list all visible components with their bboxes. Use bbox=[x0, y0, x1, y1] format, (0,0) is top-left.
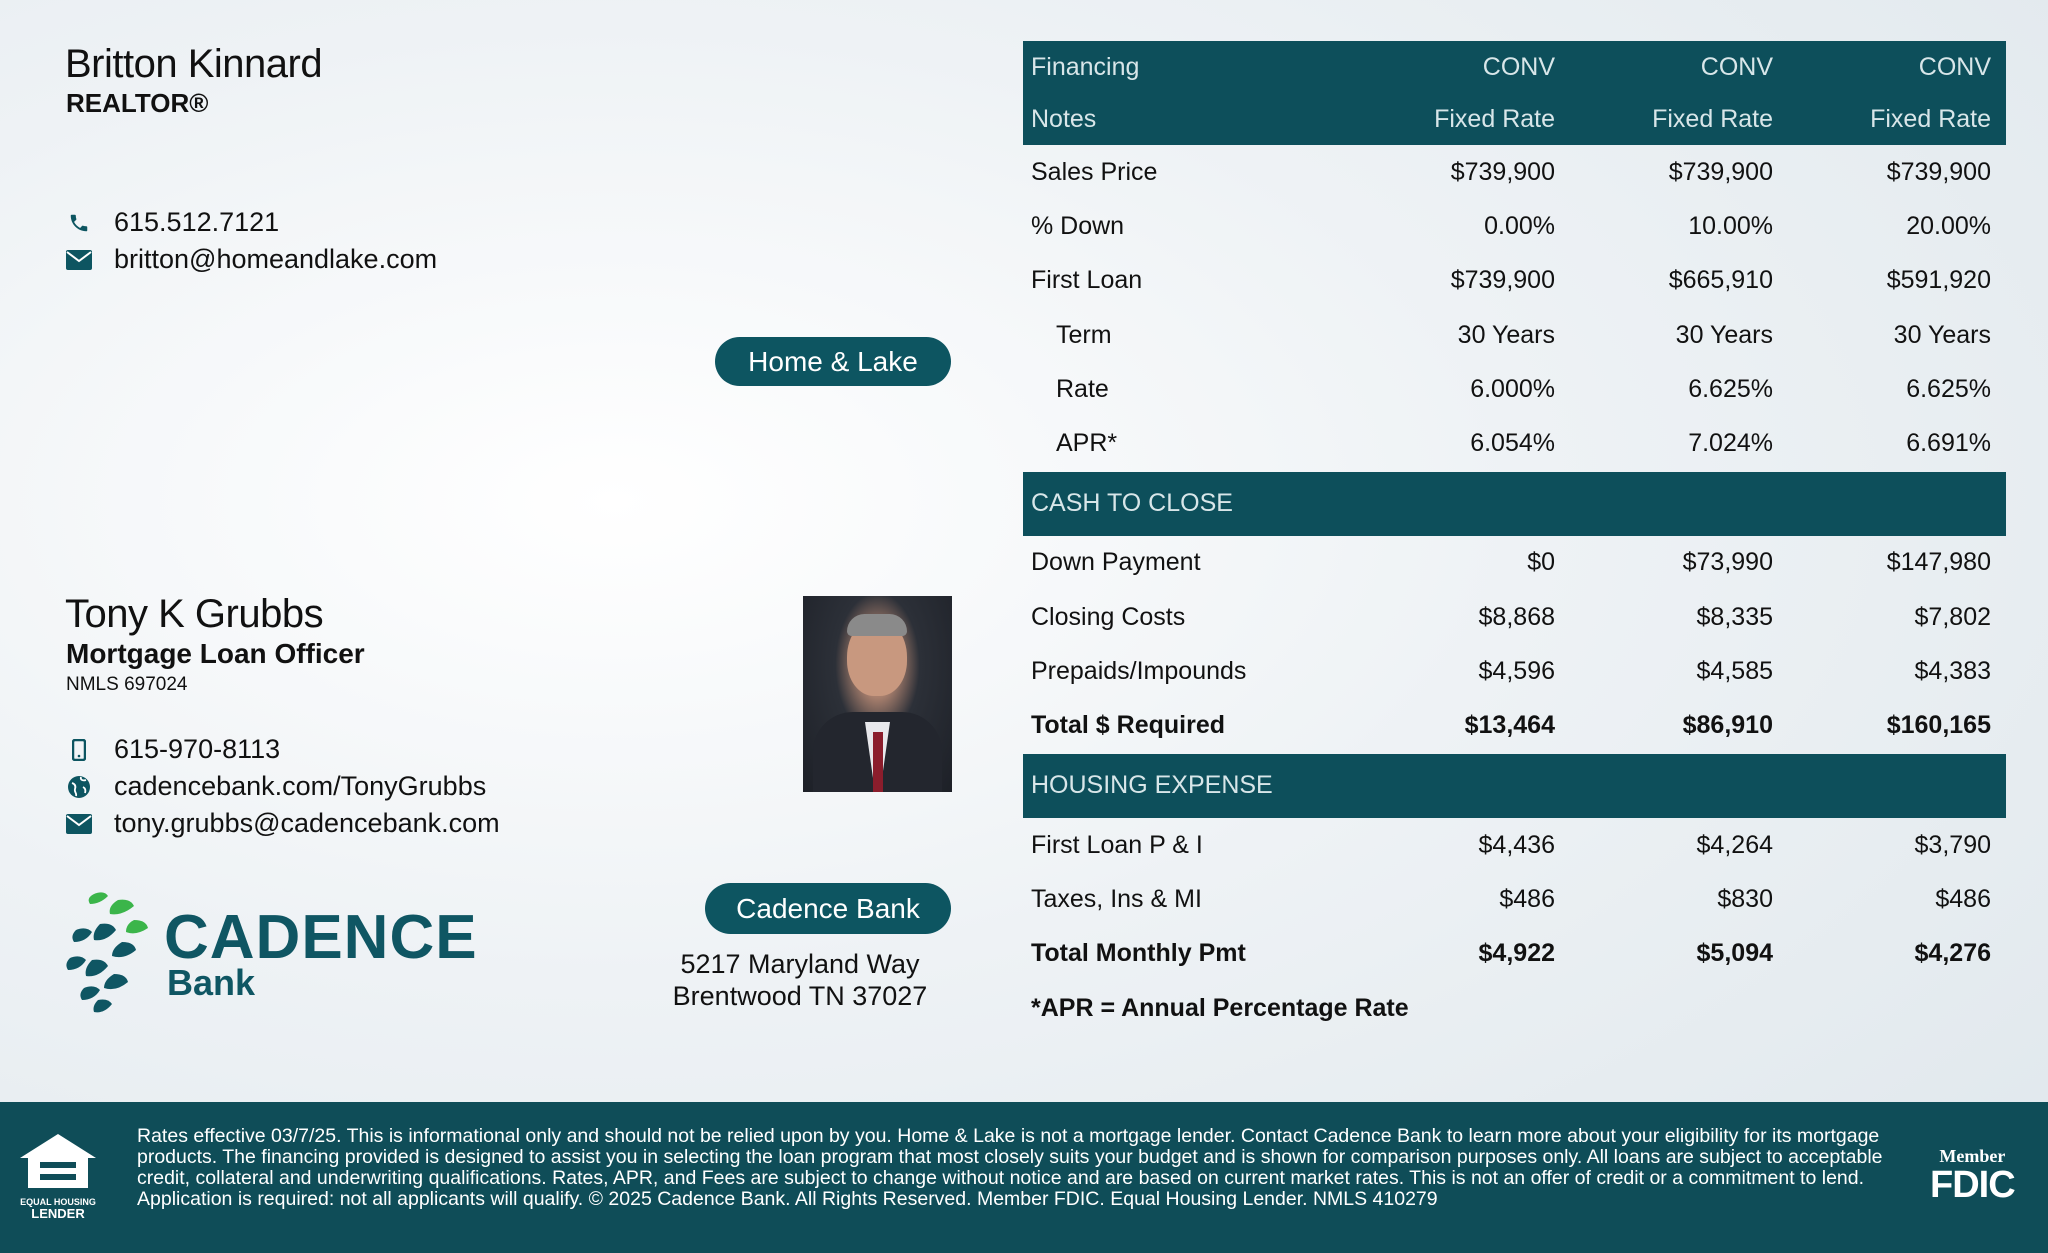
row-value: $4,585 bbox=[1696, 657, 1773, 686]
row-label: First Loan P & I bbox=[1031, 830, 1203, 859]
row-value: 30 Years bbox=[1893, 320, 1991, 349]
row-label: Closing Costs bbox=[1031, 602, 1186, 631]
row-value: $86,910 bbox=[1682, 711, 1773, 740]
agent-email: britton@homeandlake.com bbox=[114, 244, 438, 274]
table-row bbox=[1023, 590, 2006, 644]
row-value: 6.000% bbox=[1470, 374, 1555, 403]
table-header-row-1 bbox=[1023, 41, 2006, 93]
fdic-logo bbox=[1930, 1146, 2015, 1206]
loan-officer-title: Mortgage Loan Officer bbox=[66, 638, 365, 669]
row-label: Rate bbox=[1056, 374, 1109, 403]
section-header-cash-to-close bbox=[1023, 472, 2006, 536]
row-value: 30 Years bbox=[1457, 320, 1555, 349]
cadence-bank-button[interactable]: Cadence Bank bbox=[705, 883, 951, 934]
lender-address bbox=[640, 948, 960, 1012]
phone-icon bbox=[66, 210, 92, 236]
fdic-member-label: Member bbox=[1939, 1146, 2006, 1166]
table-row bbox=[1023, 254, 2006, 308]
row-value: 6.625% bbox=[1688, 374, 1773, 403]
row-value: 0.00% bbox=[1484, 211, 1555, 240]
apr-footnote: *APR = Annual Percentage Rate bbox=[1031, 994, 1409, 1022]
row-value: $739,900 bbox=[1450, 157, 1555, 186]
table-row-total bbox=[1023, 927, 2006, 981]
header-cell: Fixed Rate bbox=[1870, 104, 1991, 133]
row-value: $5,094 bbox=[1696, 939, 1773, 968]
globe-icon bbox=[66, 774, 92, 800]
table-header-row-2 bbox=[1023, 93, 2006, 145]
header-cell: Notes bbox=[1031, 104, 1097, 133]
row-label: Total Monthly Pmt bbox=[1031, 939, 1246, 968]
loan-officer-name: Tony K Grubbs bbox=[65, 592, 324, 636]
header-cell: Financing bbox=[1031, 52, 1140, 81]
row-value: $8,868 bbox=[1478, 602, 1555, 631]
table-row bbox=[1023, 818, 2006, 872]
address-line-1: 5217 Maryland Way bbox=[680, 949, 920, 979]
row-label: Total $ Required bbox=[1031, 711, 1226, 740]
row-value: $665,910 bbox=[1668, 266, 1773, 295]
row-value: 6.691% bbox=[1906, 429, 1991, 458]
row-value: 30 Years bbox=[1675, 320, 1773, 349]
loan-officer-nmls: NMLS 697024 bbox=[66, 674, 188, 695]
row-value: $160,165 bbox=[1886, 711, 1991, 740]
row-value: $486 bbox=[1935, 884, 1991, 913]
section-header-housing-expense bbox=[1023, 754, 2006, 818]
cadence-logo-text: CADENCE bbox=[164, 903, 478, 972]
cadence-logo-mark bbox=[64, 890, 154, 1019]
lo-email-row[interactable] bbox=[66, 808, 500, 839]
table-row bbox=[1023, 644, 2006, 698]
agent-email-row[interactable] bbox=[66, 244, 437, 275]
row-value: $739,900 bbox=[1668, 157, 1773, 186]
home-and-lake-button[interactable]: Home & Lake bbox=[715, 337, 951, 386]
header-cell: Fixed Rate bbox=[1652, 104, 1773, 133]
row-value: $739,900 bbox=[1450, 266, 1555, 295]
table-row bbox=[1023, 536, 2006, 590]
agent-phone-row[interactable] bbox=[66, 207, 279, 238]
row-label: Down Payment bbox=[1031, 548, 1201, 577]
mobile-phone-icon bbox=[66, 737, 92, 763]
footer-bar bbox=[0, 1102, 2048, 1253]
table-row-total bbox=[1023, 699, 2006, 753]
row-value: 6.054% bbox=[1470, 429, 1555, 458]
section-title: CASH TO CLOSE bbox=[1031, 489, 1233, 518]
row-value: $739,900 bbox=[1886, 157, 1991, 186]
row-value: $4,276 bbox=[1914, 939, 1991, 968]
ehl-line-1: EQUAL HOUSING bbox=[20, 1197, 96, 1207]
row-value: $830 bbox=[1717, 884, 1773, 913]
disclaimer-text: Rates effective 03/7/25. This is informational only and should not be relied upon by you. Home & Lake is not a mortgage lender. Contact Cadence Bank to learn more about your eligibility for its mortgage products. The financing provided is designed to assist you in selecting the loan program that most closely suits your budget and is shown for comparison purposes only. All loans are subject to acceptable credit, collateral and underwriting qualifications. Rates, APR, and Fees are subject to change without notice and are based on current market rates. This is not an offer of credit or a commitment to lend. Application is required: not all applicants will qualify. © 2025 Cadence Bank. All Rights Reserved. Member FDIC. Equal Housing Lender. NMLS 410279 bbox=[137, 1125, 1883, 1210]
address-line-2: Brentwood TN 37027 bbox=[672, 981, 928, 1011]
row-value: $13,464 bbox=[1464, 711, 1555, 740]
row-value: $73,990 bbox=[1682, 548, 1773, 577]
row-value: 7.024% bbox=[1688, 429, 1773, 458]
agent-title: REALTOR® bbox=[66, 88, 209, 118]
table-row bbox=[1023, 416, 2006, 470]
lo-website-row[interactable] bbox=[66, 771, 486, 802]
header-cell: Fixed Rate bbox=[1434, 104, 1555, 133]
row-value: $4,264 bbox=[1696, 830, 1773, 859]
row-value: 20.00% bbox=[1906, 211, 1991, 240]
lo-email: tony.grubbs@cadencebank.com bbox=[114, 808, 500, 838]
header-cell: CONV bbox=[1918, 52, 1991, 81]
row-value: $4,383 bbox=[1914, 657, 1991, 686]
row-value: $3,790 bbox=[1914, 830, 1991, 859]
row-value: $4,596 bbox=[1478, 657, 1555, 686]
loan-officer-photo bbox=[803, 596, 952, 792]
row-value: $4,922 bbox=[1478, 939, 1555, 968]
row-label: Taxes, Ins & MI bbox=[1031, 884, 1202, 913]
row-value: $147,980 bbox=[1886, 548, 1991, 577]
header-cell: CONV bbox=[1482, 52, 1555, 81]
row-label: APR* bbox=[1056, 429, 1118, 458]
lo-website: cadencebank.com/TonyGrubbs bbox=[114, 771, 487, 801]
header-cell: CONV bbox=[1700, 52, 1773, 81]
table-row bbox=[1023, 199, 2006, 253]
agent-phone: 615.512.7121 bbox=[114, 207, 280, 237]
row-label: First Loan bbox=[1031, 266, 1143, 295]
house-icon bbox=[16, 1132, 100, 1192]
ehl-line-2: LENDER bbox=[31, 1206, 85, 1221]
row-value: $591,920 bbox=[1886, 266, 1991, 295]
lo-phone: 615-970-8113 bbox=[114, 734, 281, 764]
row-value: $4,436 bbox=[1478, 830, 1555, 859]
cadence-logo-sub: Bank bbox=[167, 962, 256, 1003]
table-row bbox=[1023, 362, 2006, 416]
envelope-icon bbox=[66, 247, 92, 273]
row-label: % Down bbox=[1031, 211, 1125, 240]
financing-table bbox=[1023, 41, 2006, 981]
row-value: 6.625% bbox=[1906, 374, 1991, 403]
table-row bbox=[1023, 145, 2006, 199]
table-row bbox=[1023, 872, 2006, 926]
row-label: Sales Price bbox=[1031, 157, 1158, 186]
equal-housing-lender-logo bbox=[16, 1132, 100, 1219]
row-value: $8,335 bbox=[1696, 602, 1773, 631]
row-value: $486 bbox=[1499, 884, 1555, 913]
row-value: $7,802 bbox=[1914, 602, 1991, 631]
row-label: Term bbox=[1056, 320, 1112, 349]
row-label: Prepaids/Impounds bbox=[1031, 657, 1247, 686]
agent-name: Britton Kinnard bbox=[65, 42, 323, 86]
table-row bbox=[1023, 308, 2006, 362]
row-value: 10.00% bbox=[1688, 211, 1773, 240]
fdic-label: FDIC bbox=[1930, 1164, 2015, 1206]
lo-phone-row[interactable] bbox=[66, 734, 280, 765]
row-value: $0 bbox=[1527, 548, 1555, 577]
section-title: HOUSING EXPENSE bbox=[1031, 771, 1273, 800]
envelope-icon bbox=[66, 811, 92, 837]
